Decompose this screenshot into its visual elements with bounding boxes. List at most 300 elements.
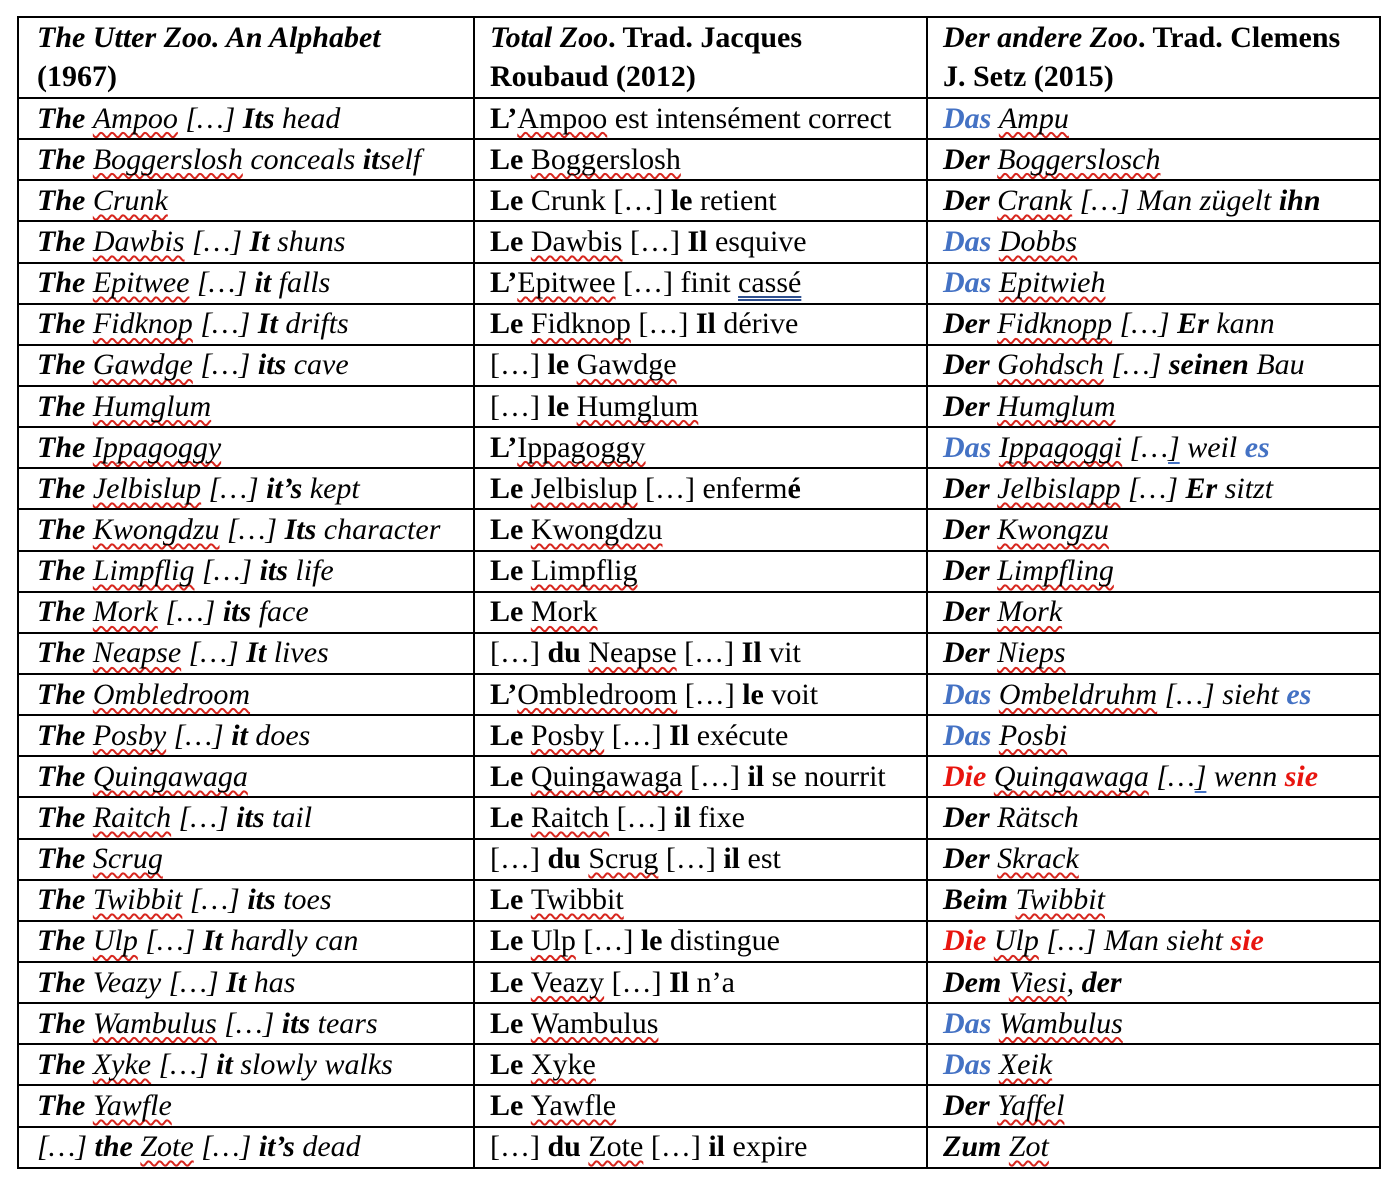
creature-name: Ombledroom <box>92 677 251 711</box>
highlighted-word: The <box>37 430 93 464</box>
highlighted-word: Le <box>490 224 531 258</box>
gendered-word: Die <box>943 759 994 793</box>
highlighted-word: du <box>547 1130 589 1164</box>
text-segment: distingue <box>662 924 780 958</box>
text-segment: hardly can <box>222 924 359 958</box>
cell-total-zoo <box>474 756 927 797</box>
text-segment: […] <box>658 842 724 876</box>
highlighted-word: It <box>246 636 267 670</box>
translation-comparison-table <box>17 16 1381 1169</box>
highlighted-word: Le <box>490 965 531 999</box>
highlighted-word: its <box>247 883 276 917</box>
table-row <box>18 1044 1380 1085</box>
cell-andere-zoo <box>927 98 1380 139</box>
creature-name: Posby <box>92 718 167 752</box>
text-segment: […] <box>575 924 641 958</box>
text-segment: […] Man zügelt <box>1072 183 1279 217</box>
cell-utter-zoo <box>18 304 474 345</box>
table-row <box>18 839 1380 880</box>
table-row <box>18 221 1380 262</box>
creature-name: Xyke <box>92 1047 152 1081</box>
creature-name: Jelbislup <box>92 471 202 505</box>
table-row <box>18 139 1380 180</box>
text-segment: […] <box>201 471 267 505</box>
text-segment: […] finit <box>615 266 739 300</box>
text-segment: […] <box>490 1130 548 1164</box>
table-row <box>18 592 1380 633</box>
highlighted-word: It <box>202 924 223 958</box>
table-row <box>18 180 1380 221</box>
header-line <box>37 18 467 57</box>
text-segment: […] <box>622 224 688 258</box>
text-segment: exécute <box>689 718 789 752</box>
cell-total-zoo <box>474 592 927 633</box>
creature-name: Xyke <box>530 1047 596 1081</box>
highlighted-word: it <box>362 142 380 176</box>
gendered-word: Das <box>943 101 999 135</box>
creature-name: Ampoo <box>92 101 178 135</box>
highlighted-word: The <box>37 101 93 135</box>
gendered-word: Das <box>943 718 999 752</box>
gendered-word: Das <box>943 1047 999 1081</box>
highlighted-word: The <box>37 1088 93 1122</box>
highlighted-word: Der <box>943 842 998 876</box>
cell-utter-zoo <box>18 263 474 304</box>
highlighted-word: Der <box>943 595 998 629</box>
highlighted-word: L’ <box>490 430 518 464</box>
highlighted-word: Il <box>687 224 708 258</box>
text-segment: face <box>251 595 309 629</box>
gendered-word: Das <box>943 1006 999 1040</box>
text-segment: Veazy […] <box>85 965 227 999</box>
creature-name: Humglum <box>997 389 1116 423</box>
cell-utter-zoo <box>18 221 474 262</box>
highlighted-word: ihn <box>1278 183 1321 217</box>
cell-utter-zoo <box>18 1085 474 1126</box>
text-segment: […] <box>490 348 548 382</box>
gendered-word: Das <box>943 266 999 300</box>
text-segment: tail <box>264 800 313 834</box>
cell-total-zoo <box>474 551 927 592</box>
creature-name: Yawfle <box>530 1088 617 1122</box>
text-segment: se nourrit <box>764 759 886 793</box>
highlighted-word: Der <box>943 554 998 588</box>
text-segment: kept <box>302 471 360 505</box>
creature-name: Yawfle <box>92 1088 172 1122</box>
cell-total-zoo <box>474 1003 927 1044</box>
creature-name: Yaffel <box>997 1088 1065 1122</box>
creature-name: Viesi <box>1008 965 1067 999</box>
cell-andere-zoo <box>927 880 1380 921</box>
highlighted-word: il <box>747 759 765 793</box>
highlighted-word: The <box>37 183 93 217</box>
cell-andere-zoo <box>927 551 1380 592</box>
creature-name: Raitch <box>92 800 172 834</box>
text-segment: fixe <box>690 800 745 834</box>
highlighted-word: It <box>226 965 247 999</box>
header-andere-zoo <box>927 17 1380 98</box>
text-segment: , <box>1066 965 1082 999</box>
table-row <box>18 1085 1380 1126</box>
highlighted-word: The <box>37 1047 93 1081</box>
cell-andere-zoo <box>927 139 1380 180</box>
text-segment: [… <box>1122 430 1169 464</box>
creature-name: Ulp <box>530 924 576 958</box>
creature-name: Twibbit <box>92 883 183 917</box>
creature-name: Wambulus <box>998 1006 1123 1040</box>
highlighted-word: The <box>37 800 93 834</box>
creature-name: Mork <box>530 595 598 629</box>
highlighted-word: Il <box>695 307 716 341</box>
creature-name: Twibbit <box>530 883 624 917</box>
gendered-word: Das <box>943 224 999 258</box>
table-row <box>18 921 1380 962</box>
highlighted-word: le <box>547 389 577 423</box>
creature-name: Humglum <box>92 389 212 423</box>
cell-utter-zoo <box>18 386 474 427</box>
cell-utter-zoo <box>18 797 474 838</box>
text-segment: character <box>316 512 441 546</box>
cell-total-zoo <box>474 345 927 386</box>
highlighted-word: The <box>37 142 93 176</box>
header-line <box>490 18 920 57</box>
text-segment: […] <box>1103 348 1169 382</box>
highlighted-word: Le <box>490 1006 531 1040</box>
highlighted-word: its <box>259 554 288 588</box>
text-segment: […] <box>216 1006 282 1040</box>
creature-name: Boggerslosh <box>92 142 243 176</box>
text-segment: […] <box>166 718 232 752</box>
creature-name: Epitwee <box>92 266 190 300</box>
text-segment: […] <box>171 800 237 834</box>
creature-name: Nieps <box>997 636 1066 670</box>
text-segment: expire <box>725 1130 808 1164</box>
creature-name: Jelbislup <box>530 471 638 505</box>
creature-name: Fidknopp <box>997 307 1113 341</box>
text-segment: […] <box>189 266 255 300</box>
text-segment: cave <box>286 348 349 382</box>
creature-name: Neapse <box>92 636 182 670</box>
creature-name: Neapse <box>588 636 677 670</box>
text-segment: […] <box>643 1130 709 1164</box>
gendered-word: Das <box>943 430 999 464</box>
text-segment: […] <box>157 595 223 629</box>
highlighted-word: le <box>640 924 663 958</box>
highlighted-word: Le <box>490 924 531 958</box>
table-row <box>18 304 1380 345</box>
cell-utter-zoo <box>18 921 474 962</box>
text-segment: dérive <box>715 307 799 341</box>
table-row <box>18 633 1380 674</box>
cell-andere-zoo <box>927 633 1380 674</box>
text-segment: […] <box>177 101 243 135</box>
text-segment: […] <box>490 636 548 670</box>
text-segment: drifts <box>277 307 349 341</box>
cell-andere-zoo <box>927 1044 1380 1085</box>
table-row <box>18 386 1380 427</box>
text-segment: […] <box>37 1130 95 1164</box>
gendered-word: sie <box>1284 759 1319 793</box>
text-segment: retient <box>692 183 777 217</box>
highlighted-word: L’ <box>490 101 518 135</box>
text-segment: […] <box>677 677 743 711</box>
gendered-word: es <box>1286 677 1312 711</box>
cell-andere-zoo <box>927 797 1380 838</box>
creature-name: Veazy <box>530 965 605 999</box>
cell-andere-zoo <box>927 263 1380 304</box>
table-header <box>18 17 1380 98</box>
creature-name: Ampoo <box>517 101 608 135</box>
table-row <box>18 263 1380 304</box>
cell-utter-zoo <box>18 509 474 550</box>
creature-name: Ippagoggy <box>92 430 222 464</box>
highlighted-word: le <box>670 183 693 217</box>
text-segment: Bau <box>1248 348 1305 382</box>
text-segment: […] <box>609 800 675 834</box>
cell-total-zoo <box>474 880 927 921</box>
cell-andere-zoo <box>927 921 1380 962</box>
creature-name: Quingawaga <box>530 759 683 793</box>
creature-name: Ippagoggy <box>517 430 646 464</box>
creature-name: Crunk <box>92 183 168 217</box>
text-segment: Roubaud (2012) <box>490 60 696 93</box>
highlighted-word: the <box>94 1130 141 1164</box>
table-row <box>18 427 1380 468</box>
creature-name: Ippagoggi <box>998 430 1123 464</box>
header-line <box>943 18 1373 57</box>
creature-name: Boggerslosh <box>530 142 681 176</box>
highlighted-word: The <box>37 389 93 423</box>
text-segment: dead <box>294 1130 361 1164</box>
creature-name: Dobbs <box>998 224 1078 258</box>
cell-andere-zoo <box>927 180 1380 221</box>
highlighted-word: Le <box>490 883 531 917</box>
table-row <box>18 1003 1380 1044</box>
cell-andere-zoo <box>927 839 1380 880</box>
highlighted-word: L’ <box>490 677 518 711</box>
highlighted-word: Le <box>490 1047 531 1081</box>
text-segment: […] sieht <box>1157 677 1287 711</box>
table-row <box>18 797 1380 838</box>
highlighted-word: du <box>547 842 589 876</box>
creature-name: Twibbit <box>1015 883 1105 917</box>
table-row <box>18 345 1380 386</box>
creature-name: Ombeldruhm <box>998 677 1158 711</box>
cell-total-zoo <box>474 715 927 756</box>
highlighted-word: The <box>37 759 93 793</box>
creature-name: Dawbis <box>92 224 185 258</box>
highlighted-word: Il <box>741 636 762 670</box>
highlighted-word: Le <box>490 471 531 505</box>
cell-utter-zoo <box>18 139 474 180</box>
text-segment: toes <box>275 883 332 917</box>
text-segment: life <box>287 554 334 588</box>
book-title: Der andere Zoo <box>943 21 1138 54</box>
highlighted-word: Der <box>943 183 998 217</box>
text-segment: kann <box>1208 307 1275 341</box>
text-segment: […] <box>192 307 258 341</box>
highlighted-word: it <box>254 266 272 300</box>
creature-name: Zote <box>588 1130 644 1164</box>
highlighted-word: le <box>742 677 764 711</box>
creature-name: Gohdsch <box>997 348 1104 382</box>
highlighted-word: The <box>37 471 93 505</box>
highlighted-word: it <box>216 1047 233 1081</box>
creature-name: Quingawaga <box>993 759 1149 793</box>
table-row <box>18 880 1380 921</box>
highlighted-word: Its <box>242 101 275 135</box>
text-segment: Rätsch <box>997 800 1079 834</box>
cell-total-zoo <box>474 509 927 550</box>
creature-name: Humglum <box>576 389 699 423</box>
highlighted-word: Zum <box>943 1130 1009 1164</box>
table-row <box>18 1127 1380 1168</box>
cell-andere-zoo <box>927 962 1380 1003</box>
highlighted-word: The <box>37 842 93 876</box>
text-segment: […] <box>184 224 250 258</box>
highlighted-word: The <box>37 348 93 382</box>
text-segment: self <box>379 142 422 176</box>
creature-name: Xeik <box>998 1047 1053 1081</box>
text-segment: […] <box>490 842 548 876</box>
highlighted-word: le <box>547 348 577 382</box>
creature-name: Gawdge <box>576 348 677 382</box>
creature-name: Quingawaga <box>92 759 248 793</box>
text-segment: does <box>247 718 311 752</box>
text-segment: […] enferm <box>637 471 788 505</box>
highlighted-word: Le <box>490 1088 531 1122</box>
creature-name: Kwongdzu <box>530 512 663 546</box>
highlighted-word: Der <box>943 636 998 670</box>
highlighted-word: The <box>37 924 93 958</box>
cell-utter-zoo <box>18 427 474 468</box>
table-row <box>18 509 1380 550</box>
creature-name: Zot <box>1008 1130 1049 1164</box>
creature-name: Kwongzu <box>997 512 1109 546</box>
highlighted-word: Der <box>943 389 998 423</box>
highlighted-word: Le <box>490 759 531 793</box>
creature-name: Gawdge <box>92 348 193 382</box>
highlighted-word: The <box>37 636 93 670</box>
highlighted-word: it’s <box>258 1130 295 1164</box>
text-segment: (1967) <box>37 60 117 93</box>
text-segment: […] <box>676 636 742 670</box>
highlighted-word: Beim <box>943 883 1016 917</box>
cell-andere-zoo <box>927 1003 1380 1044</box>
highlighted-word: Il <box>669 965 690 999</box>
creature-name: Ombledroom <box>517 677 678 711</box>
highlighted-word: Its <box>284 512 317 546</box>
creature-name: Dawbis <box>530 224 623 258</box>
cell-andere-zoo <box>927 715 1380 756</box>
cell-utter-zoo <box>18 1003 474 1044</box>
text-segment: conceals <box>242 142 363 176</box>
highlighted-word: Der <box>943 1088 998 1122</box>
cell-utter-zoo <box>18 98 474 139</box>
cell-total-zoo <box>474 468 927 509</box>
highlighted-word: The <box>37 512 93 546</box>
text-segment: sitzt <box>1217 471 1274 505</box>
creature-name: Crank <box>997 183 1073 217</box>
creature-name: Mork <box>92 595 158 629</box>
creature-name: Wambulus <box>530 1006 659 1040</box>
highlighted-word: The <box>37 224 93 258</box>
cell-andere-zoo <box>927 1127 1380 1168</box>
text-segment: […] <box>604 965 670 999</box>
highlighted-word: der <box>1081 965 1122 999</box>
cell-utter-zoo <box>18 839 474 880</box>
table-row <box>18 468 1380 509</box>
cell-total-zoo <box>474 674 927 715</box>
text-segment: Crunk […] <box>523 183 671 217</box>
creature-name: Epitwieh <box>998 266 1106 300</box>
highlighted-word: Der <box>943 348 998 382</box>
cell-total-zoo <box>474 839 927 880</box>
highlighted-word: its <box>236 800 265 834</box>
cell-andere-zoo <box>927 1085 1380 1126</box>
cell-utter-zoo <box>18 880 474 921</box>
highlighted-word: il <box>723 842 741 876</box>
header-line <box>490 57 920 96</box>
cell-total-zoo <box>474 263 927 304</box>
highlighted-word: Le <box>490 800 531 834</box>
cell-andere-zoo <box>927 756 1380 797</box>
highlighted-word: its <box>257 348 287 382</box>
highlighted-word: It <box>257 307 278 341</box>
highlighted-word: Dem <box>943 965 1009 999</box>
highlighted-word: it’s <box>266 471 303 505</box>
text-segment: lives <box>266 636 329 670</box>
highlighted-word: Le <box>490 142 531 176</box>
creature-name: Scrug <box>92 842 163 876</box>
highlighted-word: il <box>674 800 691 834</box>
text-segment: . Trad. Clemens <box>1137 21 1341 54</box>
cell-andere-zoo <box>927 592 1380 633</box>
text-segment: est <box>740 842 781 876</box>
creature-name: Limpflig <box>530 554 638 588</box>
cell-total-zoo <box>474 139 927 180</box>
highlighted-word: é <box>787 471 801 505</box>
highlighted-word: L’ <box>490 266 518 300</box>
cell-utter-zoo <box>18 468 474 509</box>
creature-name: Limpflig <box>92 554 195 588</box>
cell-utter-zoo <box>18 962 474 1003</box>
highlighted-word: its <box>222 595 252 629</box>
cell-total-zoo <box>474 98 927 139</box>
text-segment: […] <box>1120 471 1186 505</box>
text-segment: […] <box>682 759 748 793</box>
text-segment: [… <box>1148 759 1195 793</box>
creature-name: Boggerslosch <box>997 142 1161 176</box>
cell-utter-zoo <box>18 180 474 221</box>
text-segment: slowly walks <box>232 1047 393 1081</box>
header-line <box>943 57 1373 96</box>
text-segment: wenn <box>1206 759 1285 793</box>
cell-utter-zoo <box>18 592 474 633</box>
creature-name: Mork <box>997 595 1063 629</box>
text-segment: n’a <box>689 965 735 999</box>
cell-total-zoo <box>474 1085 927 1126</box>
grammar-flagged-text: ] <box>1168 430 1180 464</box>
highlighted-word: Le <box>490 718 531 752</box>
text-segment: vit <box>761 636 801 670</box>
highlighted-word: Le <box>490 554 531 588</box>
text-segment: shuns <box>269 224 346 258</box>
highlighted-word: Er <box>1185 471 1218 505</box>
header-line <box>37 57 467 96</box>
text-segment: […] <box>194 554 260 588</box>
cell-utter-zoo <box>18 633 474 674</box>
